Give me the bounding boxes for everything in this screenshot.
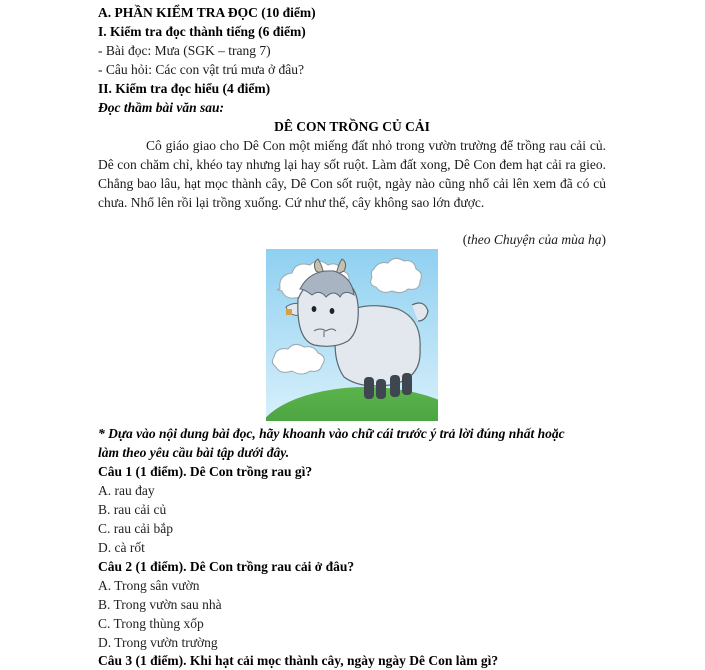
goat-illustration bbox=[266, 249, 438, 421]
source-open-paren: ( bbox=[462, 232, 468, 247]
directions-line1: * Dựa vào nội dung bài đọc, hãy khoanh vào chữ cái trước ý trả lời đúng nhất hoặc bbox=[98, 426, 565, 441]
section-a-heading: A. PHẦN KIỂM TRA ĐỌC (10 điểm) bbox=[98, 5, 316, 20]
question-1-option-c[interactable]: C. rau cải bắp bbox=[98, 521, 173, 536]
question-1-option-b[interactable]: B. rau cải củ bbox=[98, 502, 167, 517]
part2-heading: II. Kiểm tra đọc hiểu (4 điểm) bbox=[98, 81, 271, 96]
source-close-paren: ) bbox=[601, 232, 606, 247]
question-1-option-d[interactable]: D. cà rốt bbox=[98, 540, 145, 555]
question-2-prompt: Câu 2 (1 điểm). Dê Con trồng rau cải ở đâu? bbox=[98, 559, 355, 574]
story-body: Cô giáo giao cho Dê Con một miếng đất nhỏ trong vườn trường để trồng rau cải củ. Dê con chăm chỉ, khéo tay nhưng lại hay sốt ruột. Làm đất xong, Dê Con đem hạt cải ra gieo. Chẳng bao lâu, hạt mọc thành cây, Dê Con sốt ruột, ngày nào cũng nhổ cải lên xem đã có củ chưa. Nhổ lên rồi lại trồng xuống. Cứ như thế, cây không sao lớn được. bbox=[98, 138, 606, 210]
question-2-option-c[interactable]: C. Trong thùng xốp bbox=[98, 616, 204, 631]
directions-line2: làm theo yêu cầu bài tập dưới đây. bbox=[98, 445, 290, 460]
part2-instruction: Đọc thầm bài văn sau: bbox=[98, 100, 225, 115]
part1-reading: - Bài đọc: Mưa (SGK – trang 7) bbox=[98, 43, 271, 58]
question-3-prompt: Câu 3 (1 điểm). Khi hạt cải mọc thành cây, ngày ngày Dê Con làm gì? bbox=[98, 653, 499, 668]
story-source bbox=[463, 230, 606, 249]
source-title: theo Chuyện của mùa hạ bbox=[467, 232, 602, 247]
part1-heading: I. Kiểm tra đọc thành tiếng (6 điểm) bbox=[98, 24, 306, 39]
question-2-option-d[interactable]: D. Trong vườn trường bbox=[98, 635, 218, 650]
part1-question: - Câu hỏi: Các con vật trú mưa ở đâu? bbox=[98, 62, 305, 77]
question-1-prompt: Câu 1 (1 điểm). Dê Con trồng rau gì? bbox=[98, 464, 313, 479]
question-1-option-a[interactable]: A. rau đay bbox=[98, 483, 155, 498]
question-2-option-a[interactable]: A. Trong sân vườn bbox=[98, 578, 200, 593]
question-2-option-b[interactable]: B. Trong vườn sau nhà bbox=[98, 597, 222, 612]
goat-image bbox=[266, 249, 438, 421]
story-title: DÊ CON TRỒNG CỦ CẢI bbox=[274, 119, 430, 134]
